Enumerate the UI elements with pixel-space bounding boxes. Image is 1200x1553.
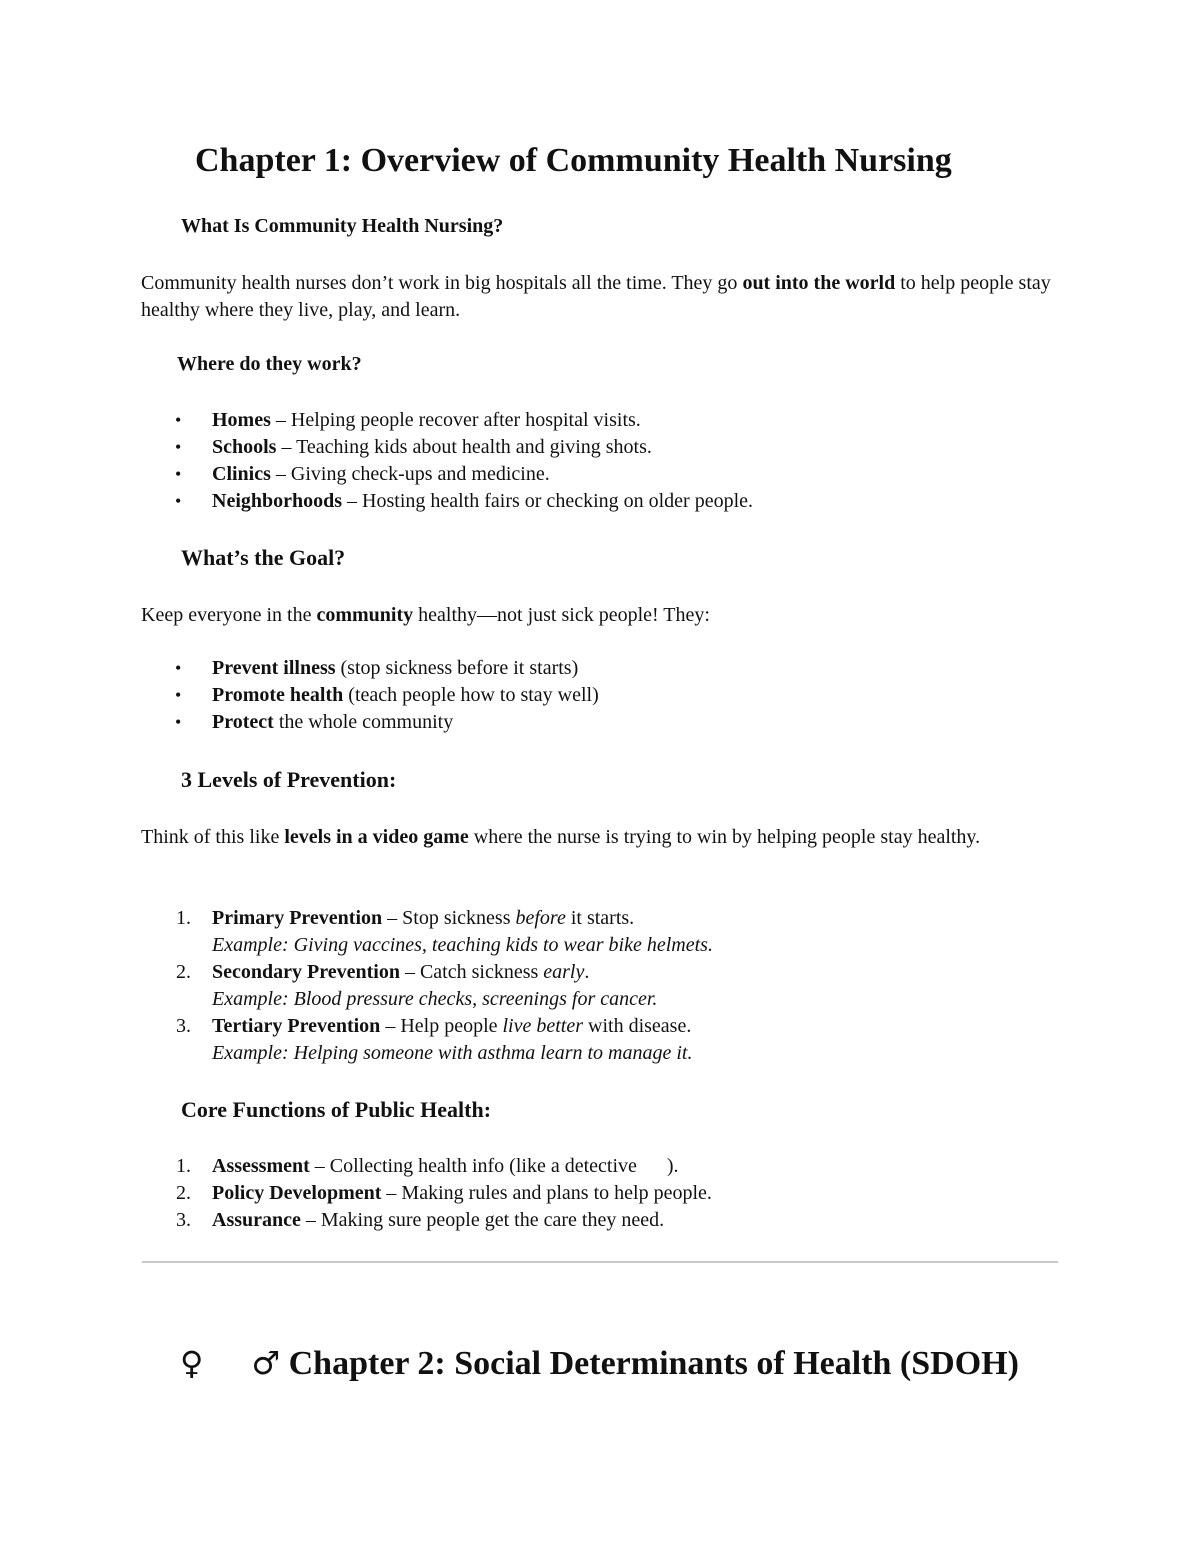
bullet: •	[175, 491, 182, 511]
item-italic: before	[515, 907, 566, 929]
goal-list	[141, 655, 1041, 736]
bullet: •	[175, 712, 182, 732]
chapter-2-title: Chapter 2: Social Determinants of Health (SDOH)	[288, 1345, 1019, 1382]
chapter-2-title-row	[180, 1344, 1019, 1383]
bullet: •	[175, 410, 182, 430]
item-text: (teach people how to stay well)	[343, 684, 599, 706]
what-is-text-bold: out into the world	[742, 272, 896, 294]
item-bold: Tertiary Prevention	[212, 1015, 381, 1037]
prevention-heading: 3 Levels of Prevention:	[181, 767, 397, 792]
item-bold: Schools	[212, 436, 277, 458]
list-item	[141, 1153, 1041, 1180]
bullet: •	[175, 437, 182, 457]
item-text: – Giving check-ups and medicine.	[270, 463, 550, 485]
where-heading: Where do they work?	[177, 353, 362, 375]
list-item	[141, 407, 1041, 434]
list-number: 3.	[176, 1015, 191, 1037]
prevention-text-end: where the nurse is trying to win by helping people stay healthy.	[468, 826, 981, 848]
list-number: 2.	[176, 961, 191, 983]
item-text: (stop sickness before it starts)	[335, 657, 579, 679]
list-item	[141, 682, 1041, 709]
list-item	[141, 905, 1041, 959]
list-number: 2.	[176, 1182, 191, 1204]
item-bold: Neighborhoods	[212, 490, 343, 512]
item-bold: Primary Prevention	[212, 907, 383, 929]
list-item	[141, 709, 1041, 736]
list-number: 3.	[176, 1209, 191, 1231]
prevention-paragraph	[141, 824, 1061, 851]
goal-paragraph	[141, 602, 1061, 629]
core-functions-list	[141, 1153, 1041, 1234]
goal-heading: What’s the Goal?	[181, 545, 346, 570]
item-text: the whole community	[273, 711, 454, 733]
item-bold: Assurance	[212, 1209, 301, 1231]
list-item	[141, 655, 1041, 682]
list-item	[141, 488, 1041, 515]
list-item	[141, 1180, 1041, 1207]
item-text: – Making sure people get the care they need.	[300, 1209, 665, 1231]
what-is-heading: What Is Community Health Nursing?	[181, 215, 504, 237]
item-text: – Teaching kids about health and giving shots.	[276, 436, 652, 458]
what-is-paragraph	[141, 270, 1061, 324]
item-example: Example: Helping someone with asthma learn to manage it.	[212, 1042, 693, 1064]
bullet: •	[175, 658, 182, 678]
list-number: 1.	[176, 1155, 191, 1177]
list-item	[141, 434, 1041, 461]
list-item	[141, 1207, 1041, 1234]
item-example: Example: Blood pressure checks, screenings for cancer.	[212, 988, 658, 1010]
female-symbol-icon: ♀	[180, 1344, 204, 1382]
list-item	[141, 959, 1041, 1013]
goal-text-end: healthy—not just sick people! They:	[413, 604, 710, 626]
item-text: – Helping people recover after hospital visits.	[270, 409, 641, 431]
item-bold: Secondary Prevention	[212, 961, 400, 983]
item-bold: Homes	[212, 409, 271, 431]
item-bold: Promote health	[212, 684, 344, 706]
goal-text-bold: community	[316, 604, 414, 626]
item-example: Example: Giving vaccines, teaching kids to wear bike helmets.	[212, 934, 713, 956]
item-bold: Clinics	[212, 463, 271, 485]
chapter-1-title: Chapter 1: Overview of Community Health Nursing	[195, 142, 952, 179]
item-text: it starts.	[565, 907, 635, 929]
list-number: 1.	[176, 907, 191, 929]
bullet: •	[175, 464, 182, 484]
where-list	[141, 407, 1041, 515]
what-is-text-end: to help people stay healthy where they live, play, and learn.	[141, 272, 1051, 321]
goal-text-start: Keep everyone in the	[141, 604, 317, 626]
item-bold: Assessment	[212, 1155, 310, 1177]
item-text: with disease.	[583, 1015, 692, 1037]
item-text: – Hosting health fairs or checking on older people.	[342, 490, 754, 512]
horizontal-divider	[142, 1261, 1058, 1263]
prevention-text-bold: levels in a video game	[284, 826, 469, 848]
item-text: – Catch sickness	[399, 961, 544, 983]
item-text: – Stop sickness	[382, 907, 516, 929]
list-item	[141, 461, 1041, 488]
item-bold: Policy Development	[212, 1182, 382, 1204]
item-bold: Prevent illness	[212, 657, 336, 679]
item-bold: Protect	[212, 711, 274, 733]
male-symbol-icon: ♂	[251, 1344, 281, 1382]
list-item	[141, 1013, 1041, 1067]
item-italic: early	[543, 961, 585, 983]
prevention-list	[141, 905, 1041, 1067]
what-is-text-start: Community health nurses don’t work in big hospitals all the time. They go	[141, 272, 743, 294]
item-text: – Collecting health info (like a detective ).	[309, 1155, 679, 1177]
item-text: – Making rules and plans to help people.	[381, 1182, 712, 1204]
core-functions-heading: Core Functions of Public Health:	[181, 1097, 492, 1122]
item-italic: live better	[502, 1015, 584, 1037]
prevention-text-start: Think of this like	[141, 826, 285, 848]
item-text: .	[584, 961, 590, 983]
item-text: – Help people	[380, 1015, 503, 1037]
bullet: •	[175, 685, 182, 705]
